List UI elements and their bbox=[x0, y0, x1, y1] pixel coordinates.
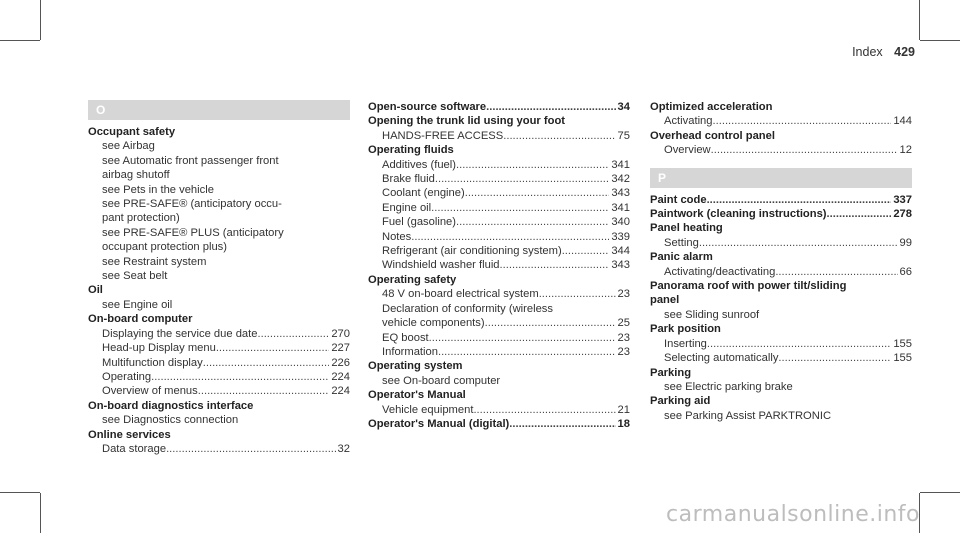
watermark: carmanualsonline.info bbox=[666, 502, 920, 527]
dot-leader bbox=[500, 258, 610, 272]
index-subentry[interactable] bbox=[88, 384, 350, 398]
dot-leader bbox=[456, 215, 609, 229]
entry-text: Multifunction display bbox=[102, 356, 203, 369]
entry-page-number: 32 bbox=[337, 442, 350, 455]
index-subentry: see Diagnostics connection bbox=[102, 414, 239, 427]
entry-page-number: 341 bbox=[611, 158, 630, 171]
index-heading: Panic alarm bbox=[650, 251, 713, 264]
index-subentry[interactable] bbox=[88, 442, 350, 456]
index-heading: Parking aid bbox=[650, 395, 711, 408]
dot-leader bbox=[438, 345, 616, 359]
entry-page-number: 344 bbox=[611, 245, 630, 258]
entry-text: Paint code bbox=[650, 193, 707, 206]
dot-leader bbox=[203, 356, 330, 370]
entry-page-number: 66 bbox=[899, 265, 912, 278]
header-label: Index bbox=[852, 45, 883, 59]
index-subentry[interactable] bbox=[368, 258, 630, 272]
dot-leader bbox=[509, 417, 615, 431]
index-subentry: see Electric parking brake bbox=[664, 380, 793, 393]
entry-text: Information bbox=[382, 345, 438, 358]
dot-leader bbox=[473, 403, 615, 417]
index-subentry: see Restraint system bbox=[102, 255, 207, 268]
index-subentry[interactable] bbox=[88, 370, 350, 384]
dot-leader bbox=[485, 316, 616, 330]
entry-page-number: 144 bbox=[893, 115, 912, 128]
dot-leader bbox=[198, 384, 330, 398]
index-subentry: see On-board computer bbox=[382, 374, 501, 387]
entry-text: Windshield washer fluid bbox=[382, 259, 500, 272]
entry-text: Data storage bbox=[102, 442, 167, 455]
dot-leader bbox=[707, 193, 892, 207]
index-subentry[interactable] bbox=[368, 129, 630, 143]
entry-page-number: 34 bbox=[617, 101, 630, 113]
index-subentry: see Pets in the vehicle bbox=[102, 183, 214, 196]
dot-leader bbox=[713, 114, 892, 128]
index-subentry: see Engine oil bbox=[102, 298, 173, 311]
index-subentry: see Airbag bbox=[102, 140, 155, 153]
dot-leader bbox=[827, 207, 892, 221]
index-heading: Operating system bbox=[368, 360, 463, 373]
index-subentry[interactable] bbox=[88, 356, 350, 370]
entry-page-number: 25 bbox=[617, 317, 630, 330]
index-heading: Panorama roof with power tilt/sliding bbox=[650, 280, 847, 293]
index-heading-entry[interactable] bbox=[650, 193, 912, 207]
entry-text: EQ boost bbox=[382, 331, 429, 344]
crop-mark bbox=[920, 492, 960, 493]
dot-leader bbox=[166, 442, 335, 456]
dot-leader bbox=[562, 244, 610, 258]
entry-page-number: 342 bbox=[611, 173, 630, 186]
index-heading: Operator's Manual bbox=[368, 389, 466, 402]
entry-page-number: 18 bbox=[617, 417, 630, 430]
dot-leader bbox=[435, 172, 609, 186]
index-subentry[interactable] bbox=[368, 172, 630, 186]
index-subentry: see Automatic front passenger front bbox=[102, 154, 279, 167]
index-subentry: airbag shutoff bbox=[102, 169, 170, 182]
index-column-2 bbox=[368, 100, 630, 431]
entry-text: Operating bbox=[102, 370, 152, 383]
index-heading: Oil bbox=[88, 284, 103, 297]
index-subentry: see Sliding sunroof bbox=[664, 308, 760, 321]
index-subentry[interactable] bbox=[368, 403, 630, 417]
entry-text: Open-source software bbox=[368, 101, 487, 113]
entry-text: Paintwork (cleaning instructions) bbox=[650, 208, 827, 221]
entry-text: Brake fluid bbox=[382, 173, 435, 186]
index-subentry[interactable] bbox=[368, 230, 630, 244]
index-heading: Parking bbox=[650, 366, 692, 379]
entry-text: Overview bbox=[664, 144, 711, 157]
entry-text: Coolant (engine) bbox=[382, 187, 465, 200]
entry-text: Activating/deactivating bbox=[664, 265, 776, 278]
crop-mark bbox=[0, 40, 40, 41]
index-column-3 bbox=[650, 100, 912, 423]
entry-page-number: 278 bbox=[893, 208, 912, 221]
page-number: 429 bbox=[894, 45, 915, 59]
index-subentry[interactable] bbox=[650, 236, 912, 250]
index-subentry[interactable] bbox=[368, 201, 630, 215]
index-subentry[interactable] bbox=[650, 114, 912, 128]
index-heading: Park position bbox=[650, 323, 721, 336]
index-subentry[interactable] bbox=[368, 158, 630, 172]
dot-leader bbox=[486, 100, 615, 114]
index-heading: Optimized acceleration bbox=[650, 101, 773, 113]
index-subentry: see PRE-SAFE® PLUS (anticipatory bbox=[102, 226, 284, 239]
index-subentry[interactable] bbox=[650, 143, 912, 157]
index-column-1 bbox=[88, 100, 350, 456]
entry-text: 48 V on-board electrical system bbox=[382, 288, 539, 301]
dot-leader bbox=[216, 341, 330, 355]
index-heading-entry[interactable] bbox=[368, 417, 630, 431]
dot-leader bbox=[775, 265, 897, 279]
entry-page-number: 21 bbox=[617, 403, 630, 416]
dot-leader bbox=[151, 370, 329, 384]
index-subentry[interactable] bbox=[368, 331, 630, 345]
entry-text: Fuel (gasoline) bbox=[382, 216, 456, 229]
crop-mark bbox=[0, 492, 40, 493]
dot-leader bbox=[411, 230, 609, 244]
index-subentry: Declaration of conformity (wireless bbox=[382, 302, 553, 315]
index-heading: Opening the trunk lid using your foot bbox=[368, 115, 566, 128]
index-subentry: pant protection) bbox=[102, 212, 180, 225]
entry-page-number: 99 bbox=[899, 236, 912, 249]
entry-page-number: 226 bbox=[331, 356, 350, 369]
section-letter: O bbox=[88, 100, 350, 120]
index-subentry[interactable] bbox=[650, 351, 912, 365]
entry-page-number: 23 bbox=[617, 331, 630, 344]
entry-page-number: 337 bbox=[893, 193, 912, 206]
entry-page-number: 270 bbox=[331, 327, 350, 340]
index-heading: Operating fluids bbox=[368, 144, 454, 157]
entry-text: Refrigerant (air conditioning system) bbox=[382, 245, 562, 258]
entry-text: Operator's Manual (digital) bbox=[368, 417, 510, 430]
index-subentry: occupant protection plus) bbox=[102, 241, 228, 254]
entry-text: Notes bbox=[382, 230, 412, 243]
index-heading: Overhead control panel bbox=[650, 129, 775, 142]
index-heading-entry[interactable] bbox=[368, 100, 630, 114]
entry-text: Engine oil bbox=[382, 201, 432, 214]
entry-page-number: 340 bbox=[611, 216, 630, 229]
index-heading-entry[interactable] bbox=[650, 207, 912, 221]
index-subentry[interactable] bbox=[650, 265, 912, 279]
dot-leader bbox=[778, 351, 891, 365]
entry-page-number: 155 bbox=[893, 352, 912, 365]
index-heading: On-board computer bbox=[88, 313, 193, 326]
index-subentry[interactable] bbox=[88, 341, 350, 355]
index-subentry[interactable] bbox=[368, 215, 630, 229]
dot-leader bbox=[699, 236, 898, 250]
section-letter: P bbox=[650, 168, 912, 188]
entry-page-number: 227 bbox=[331, 342, 350, 355]
index-subentry[interactable] bbox=[368, 345, 630, 359]
index-heading: Occupant safety bbox=[88, 126, 176, 138]
dot-leader bbox=[503, 129, 615, 143]
entry-text: Activating bbox=[664, 115, 713, 128]
entry-page-number: 343 bbox=[611, 259, 630, 272]
dot-leader bbox=[707, 337, 891, 351]
dot-leader bbox=[539, 287, 616, 301]
dot-leader bbox=[711, 143, 898, 157]
index-subentry[interactable] bbox=[368, 316, 630, 330]
index-subentry[interactable] bbox=[368, 244, 630, 258]
entry-page-number: 341 bbox=[611, 201, 630, 214]
index-subentry: see PRE-SAFE® (anticipatory occu- bbox=[102, 198, 282, 211]
entry-text: Setting bbox=[664, 236, 699, 249]
crop-mark bbox=[40, 493, 41, 533]
entry-text: Additives (fuel) bbox=[382, 158, 456, 171]
index-heading: Panel heating bbox=[650, 222, 723, 235]
entry-page-number: 343 bbox=[611, 187, 630, 200]
crop-mark bbox=[40, 0, 41, 40]
crop-mark bbox=[919, 0, 920, 40]
dot-leader bbox=[257, 327, 329, 341]
dot-leader bbox=[429, 331, 616, 345]
entry-text: HANDS-FREE ACCESS bbox=[382, 129, 504, 142]
entry-text: Selecting automatically bbox=[664, 352, 779, 365]
entry-page-number: 75 bbox=[617, 129, 630, 142]
entry-page-number: 12 bbox=[899, 144, 912, 157]
section-spacer bbox=[650, 158, 912, 168]
entry-text: Vehicle equipment bbox=[382, 403, 474, 416]
index-subentry[interactable] bbox=[368, 186, 630, 200]
index-heading: On-board diagnostics interface bbox=[88, 399, 254, 412]
entry-page-number: 155 bbox=[893, 337, 912, 350]
index-heading: Operating safety bbox=[368, 273, 457, 286]
entry-text: vehicle components) bbox=[382, 317, 485, 330]
dot-leader bbox=[456, 158, 609, 172]
entry-text: Inserting bbox=[664, 337, 707, 350]
entry-page-number: 339 bbox=[611, 230, 630, 243]
index-subentry[interactable] bbox=[88, 327, 350, 341]
index-subentry: see Parking Assist PARKTRONIC bbox=[664, 409, 832, 422]
entry-page-number: 224 bbox=[331, 385, 350, 398]
entry-text: Head-up Display menu bbox=[102, 342, 216, 355]
crop-mark bbox=[920, 40, 960, 41]
entry-text: Displaying the service due date bbox=[102, 327, 258, 340]
entry-text: Overview of menus bbox=[102, 385, 198, 398]
index-subentry[interactable] bbox=[650, 337, 912, 351]
page-header bbox=[852, 45, 915, 59]
index-heading: Online services bbox=[88, 428, 171, 441]
index-heading: panel bbox=[650, 294, 680, 307]
entry-page-number: 224 bbox=[331, 370, 350, 383]
entry-page-number: 23 bbox=[617, 288, 630, 301]
dot-leader bbox=[465, 186, 610, 200]
dot-leader bbox=[431, 201, 609, 215]
index-subentry: see Seat belt bbox=[102, 270, 168, 283]
entry-page-number: 23 bbox=[617, 345, 630, 358]
index-subentry[interactable] bbox=[368, 287, 630, 301]
